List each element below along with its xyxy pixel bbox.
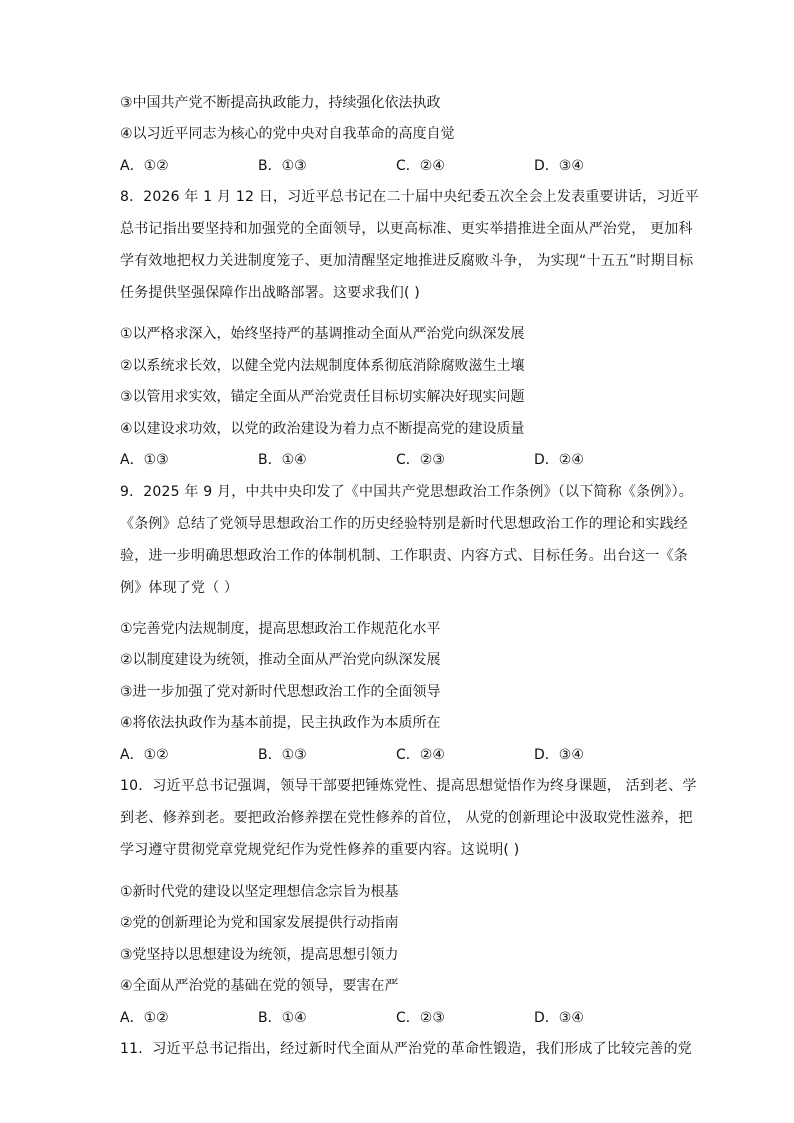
- q7-option-a: A．①②: [120, 158, 169, 174]
- q8-stem-line-1: 8．2026 年 1 月 12 日，习近平总书记在二十届中央纪委五次全会上发表重要讲话，习近平: [120, 189, 699, 205]
- q8-stem-line-4: 任务提供坚强保障作出战略部署。这要求我们( ): [120, 285, 420, 301]
- q7-option-c: C．②④: [396, 158, 445, 174]
- q8-option-c: C．②③: [396, 452, 445, 468]
- q9-item-3: ③进一步加强了党对新时代思想政治工作的全面领导: [120, 684, 441, 700]
- q7-options: [120, 157, 680, 175]
- q9-option-a: A．①②: [120, 747, 169, 763]
- q9-stem-line-3: 验，进一步明确思想政治工作的体制机制、工作职责、内容方式、目标任务。出台这一《条: [120, 548, 688, 564]
- q9-option-b: B．①③: [258, 747, 307, 763]
- q9-item-1: ①完善党内法规制度，提高思想政治工作规范化水平: [120, 621, 441, 637]
- q10-option-a: A．①②: [120, 1010, 169, 1026]
- q8-option-b: B．①④: [258, 452, 307, 468]
- q8-item-2: ②以系统求长效，以健全党内法规制度体系彻底消除腐败滋生土壤: [120, 358, 525, 374]
- q10-item-2: ②党的创新理论为党和国家发展提供行动指南: [120, 915, 399, 931]
- q7-item-4: ④以习近平同志为核心的党中央对自我革命的高度自觉: [120, 126, 455, 142]
- q8-item-1: ①以严格求深入，始终坚持严的基调推动全面从严治党向纵深发展: [120, 326, 525, 342]
- q10-item-1: ①新时代党的建设以坚定理想信念宗旨为根基: [120, 884, 399, 900]
- q9-option-d: D．③④: [534, 747, 584, 763]
- q10-options: [120, 1009, 680, 1027]
- q9-stem-line-4: 例》体现了党（ ）: [120, 580, 239, 596]
- q11-stem-line-1: 11．习近平总书记指出，经过新时代全面从严治党的革命性锻造，我们形成了比较完善的党: [120, 1041, 693, 1057]
- q9-options: [120, 746, 680, 764]
- q9-item-2: ②以制度建设为统领，推动全面从严治党向纵深发展: [120, 652, 441, 668]
- q10-stem-line-3: 学习遵守贯彻党章党规党纪作为党性修养的重要内容。这说明( ): [120, 842, 520, 858]
- q10-option-c: C．②③: [396, 1010, 445, 1026]
- q8-options: [120, 451, 680, 469]
- q8-item-4: ④以建设求功效，以党的政治建设为着力点不断提高党的建设质量: [120, 421, 525, 437]
- q8-option-d: D．②④: [534, 452, 584, 468]
- q9-stem-line-1: 9．2025 年 9 月，中共中央印发了《中国共产党思想政治工作条例》（以下简称《条例》）。: [120, 484, 693, 500]
- q7-option-b: B．①③: [258, 158, 307, 174]
- q8-stem-line-3: 学有效地把权力关进制度笼子、更加清醒坚定地推进反腐败斗争， 为实现“十五五”时期目标: [120, 253, 694, 269]
- q9-item-4: ④将依法执政作为基本前提，民主执政作为本质所在: [120, 715, 441, 731]
- q9-stem-line-2: 《条例》总结了党领导思想政治工作的历史经验特别是新时代思想政治工作的理论和实践经: [120, 516, 688, 532]
- q9-option-c: C．②④: [396, 747, 445, 763]
- q10-option-d: D．③④: [534, 1010, 584, 1026]
- q10-stem-line-2: 到老、修养到老。要把政治修养摆在党性修养的首位， 从党的创新理论中汲取党性滋养，把: [120, 810, 693, 826]
- q8-item-3: ③以管用求实效，锚定全面从严治党责任目标切实解决好现实问题: [120, 389, 525, 405]
- q10-option-b: B．①④: [258, 1010, 307, 1026]
- q10-item-4: ④全面从严治党的基础在党的领导，要害在严: [120, 978, 399, 994]
- q7-item-3: ③中国共产党不断提高执政能力，持续强化依法执政: [120, 95, 441, 111]
- q10-stem-line-1: 10．习近平总书记强调，领导干部要把锤炼党性、提高思想觉悟作为终身课题， 活到老、学: [120, 778, 697, 794]
- q8-option-a: A．①③: [120, 452, 169, 468]
- q8-stem-line-2: 总书记指出要坚持和加强党的全面领导，以更高标准、更实举措推进全面从严治党， 更加科: [120, 221, 693, 237]
- q7-option-d: D．③④: [534, 158, 584, 174]
- q10-item-3: ③党坚持以思想建设为统领，提高思想引领力: [120, 947, 399, 963]
